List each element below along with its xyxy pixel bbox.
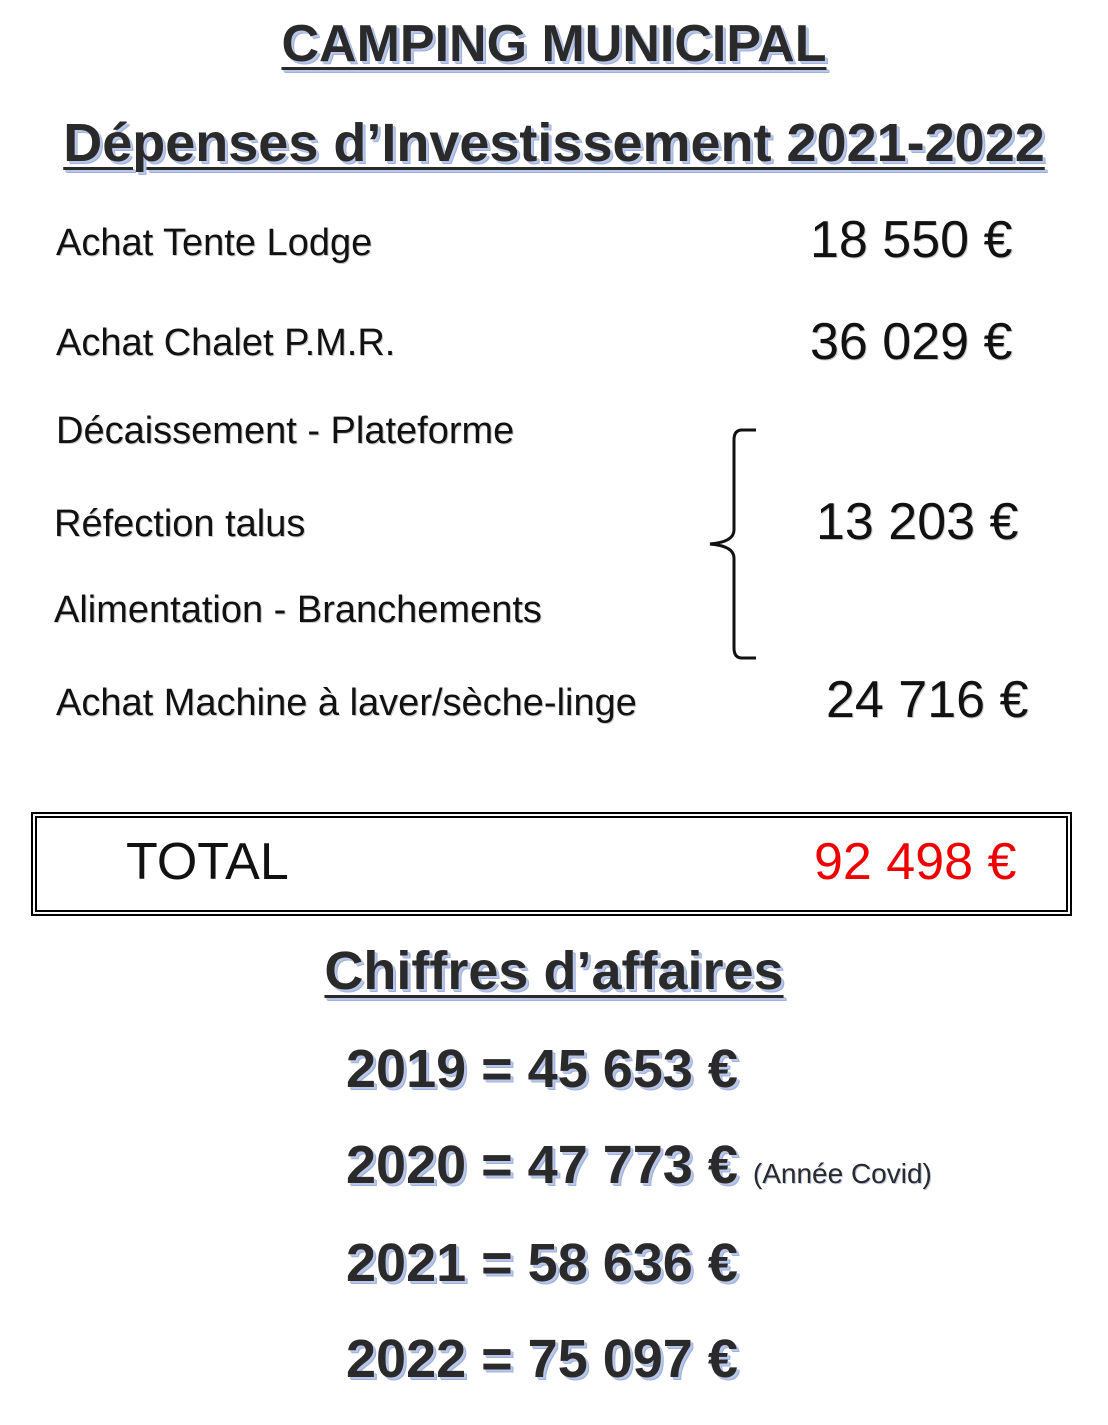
revenue-line-2022: 2022 = 75 097 € bbox=[346, 1329, 738, 1389]
expense-label-decaissement: Décaissement - Plateforme bbox=[56, 410, 515, 452]
covid-note: (Année Covid) bbox=[752, 1158, 932, 1189]
revenue-line-2020 bbox=[346, 1134, 932, 1196]
expense-label-refection-talus: Réfection talus bbox=[54, 503, 306, 545]
revenue-line-2021: 2021 = 58 636 € bbox=[346, 1233, 738, 1293]
page-subtitle: Dépenses d’Investissement 2021-2022 bbox=[63, 113, 1045, 173]
expense-amount-machine-laver: 24 716 € bbox=[826, 671, 1029, 729]
revenue-title: Chiffres d’affaires bbox=[324, 941, 784, 1001]
curly-brace-icon bbox=[706, 426, 766, 662]
expense-label-alimentation: Alimentation - Branchements bbox=[54, 589, 542, 631]
expense-label-machine-laver: Achat Machine à laver/sèche-linge bbox=[56, 682, 637, 724]
revenue-line-2020-text: 2020 = 47 773 € bbox=[346, 1135, 738, 1195]
total-label: TOTAL bbox=[126, 833, 289, 891]
expense-label-tente-lodge: Achat Tente Lodge bbox=[56, 222, 373, 264]
page-title: CAMPING MUNICIPAL bbox=[281, 15, 827, 73]
revenue-line-2019: 2019 = 45 653 € bbox=[346, 1039, 738, 1099]
expense-amount-tente-lodge: 18 550 € bbox=[810, 211, 1013, 269]
total-amount: 92 498 € bbox=[814, 833, 1017, 891]
expense-amount-group: 13 203 € bbox=[816, 493, 1019, 551]
expense-label-chalet-pmr: Achat Chalet P.M.R. bbox=[56, 322, 396, 364]
expense-amount-chalet-pmr: 36 029 € bbox=[810, 313, 1013, 371]
